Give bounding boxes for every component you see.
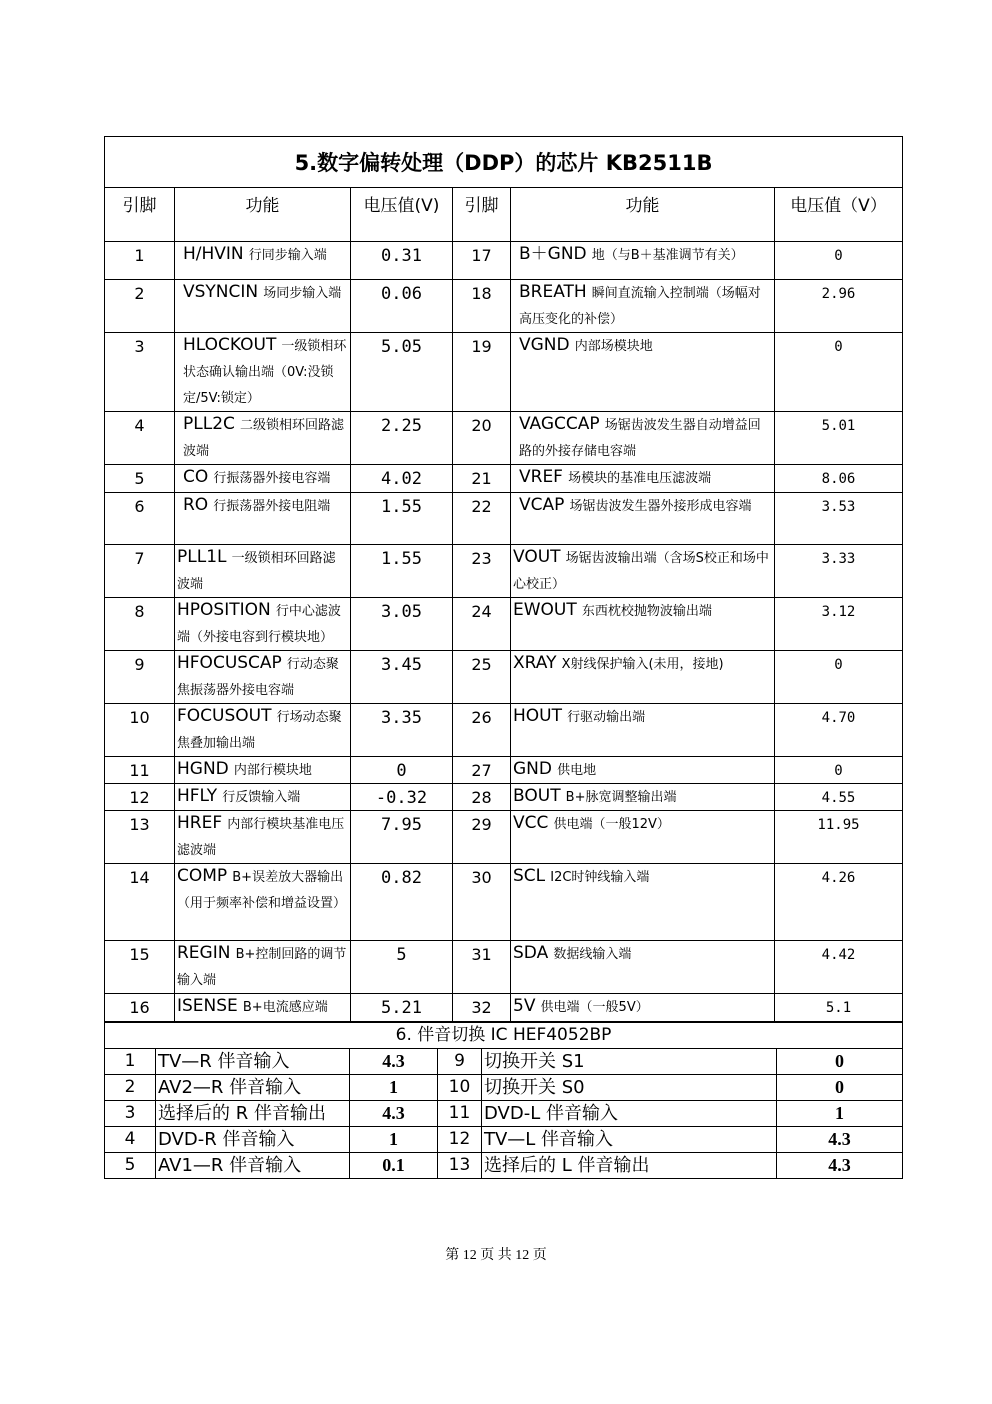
pin-function: [511, 941, 775, 994]
pin-voltage: 5.21: [351, 994, 453, 1022]
pin-number: 11: [438, 1101, 482, 1127]
page-footer: 第 12 页 共 12 页: [445, 1248, 547, 1263]
pin-voltage: 3.12: [775, 598, 903, 651]
pin-number: 14: [105, 864, 175, 941]
pin-voltage: 0: [775, 757, 903, 784]
signal-name: TV—R 伴音输入: [156, 1049, 350, 1075]
pin-voltage: 4.3: [777, 1153, 903, 1179]
pin-description: 东西枕校抛物波输出端: [581, 604, 712, 619]
pin-code: FOCUSOUT: [177, 706, 272, 726]
table-row: [105, 1127, 903, 1153]
pin-function: [511, 994, 775, 1022]
table-row: [105, 941, 903, 994]
table-row: [105, 994, 903, 1022]
pin-code: VREF: [519, 467, 563, 487]
pin-code: RO: [183, 495, 209, 515]
pin-number: 10: [438, 1075, 482, 1101]
pin-description: B+控制回路的调节输入端: [177, 947, 347, 988]
pin-voltage: 3.35: [351, 704, 453, 757]
pin-function: [175, 864, 351, 941]
signal-name: 选择后的 R 伴音输出: [156, 1101, 350, 1127]
pin-code: SDA: [513, 943, 549, 963]
pin-code: B＋GND: [519, 244, 587, 264]
table-row: [105, 333, 903, 412]
pin-code: 5V: [513, 996, 536, 1016]
pin-number: 1: [105, 242, 175, 280]
pin-description: 数据线输入端: [553, 947, 632, 962]
table-row: [105, 598, 903, 651]
pin-function: [511, 811, 775, 864]
pin-voltage: 4.3: [350, 1101, 438, 1127]
pin-voltage: 0.1: [350, 1153, 438, 1179]
document-body: [104, 136, 902, 1179]
signal-name: AV1—R 伴音输入: [156, 1153, 350, 1179]
table-row: [105, 493, 903, 545]
pin-number: 1: [105, 1049, 156, 1075]
pin-number: 24: [453, 598, 511, 651]
pin-description: 行场动态聚焦叠加输出端: [177, 710, 342, 751]
pin-description: 行同步输入端: [248, 248, 327, 263]
pin-code: PLL1L: [177, 547, 227, 567]
pin-voltage: 4.42: [775, 941, 903, 994]
table-row: [105, 545, 903, 598]
pin-voltage: 4.02: [351, 465, 453, 493]
pin-code: HOUT: [513, 706, 562, 726]
pin-function: [175, 465, 351, 493]
pin-function: [511, 651, 775, 704]
signal-name: 选择后的 L 伴音输出: [482, 1153, 777, 1179]
pin-number: 15: [105, 941, 175, 994]
pin-code: XRAY: [513, 653, 557, 673]
pin-number: 18: [453, 280, 511, 333]
pin-number: 3: [105, 1101, 156, 1127]
table-row: [105, 1075, 903, 1101]
pin-code: VGND: [519, 335, 570, 355]
pin-description: 地（与B＋基准调节有关）: [591, 248, 744, 263]
signal-name: TV—L 伴音输入: [482, 1127, 777, 1153]
pin-function: [175, 811, 351, 864]
pin-function: [175, 941, 351, 994]
section5-title: 5.数字偏转处理（DDP）的芯片 KB2511B: [105, 137, 903, 188]
pin-description: 一级锁相环回路滤波端: [177, 551, 336, 592]
pin-code: REGIN: [177, 943, 231, 963]
pin-function: [511, 412, 775, 465]
pin-code: HFOCUSCAP: [177, 653, 282, 673]
pin-number: 4: [105, 412, 175, 465]
pin-number: 23: [453, 545, 511, 598]
pin-code: HGND: [177, 759, 229, 779]
pin-number: 4: [105, 1127, 156, 1153]
pin-voltage: 2.25: [351, 412, 453, 465]
pin-function: [175, 493, 351, 545]
pin-number: 8: [105, 598, 175, 651]
pin-number: 16: [105, 994, 175, 1022]
pin-voltage: 4.55: [775, 784, 903, 811]
pin-function: [175, 651, 351, 704]
table-row: [105, 784, 903, 811]
signal-name: 切换开关 S1: [482, 1049, 777, 1075]
table-header-row: [105, 188, 903, 242]
pin-code: VCC: [513, 813, 549, 833]
pin-number: 2: [105, 280, 175, 333]
pin-description: 场模块的基准电压滤波端: [568, 471, 712, 486]
pin-description: 行反馈输入端: [222, 790, 301, 805]
pin-number: 12: [438, 1127, 482, 1153]
pin-code: VCAP: [519, 495, 565, 515]
pin-function: [175, 545, 351, 598]
pin-number: 30: [453, 864, 511, 941]
pin-function: [511, 333, 775, 412]
table-row: [105, 412, 903, 465]
pin-voltage: 3.33: [775, 545, 903, 598]
pin-voltage: -0.32: [351, 784, 453, 811]
pin-number: 25: [453, 651, 511, 704]
pin-voltage: 0: [775, 333, 903, 412]
pin-number: 5: [105, 465, 175, 493]
pin-voltage: 2.96: [775, 280, 903, 333]
pin-function: [511, 784, 775, 811]
audio-switch-table: [104, 1022, 903, 1179]
pin-voltage: 0: [351, 757, 453, 784]
pin-voltage: 1: [777, 1101, 903, 1127]
pin-voltage: 4.3: [350, 1049, 438, 1075]
pin-description: 供电地: [557, 763, 597, 778]
pin-voltage: 0: [775, 651, 903, 704]
pin-voltage: 1.55: [351, 493, 453, 545]
pin-description: 行振荡器外接电阻端: [213, 499, 331, 514]
pin-description: B+误差放大器输出（用于频率补偿和增益设置）: [177, 870, 347, 911]
pin-voltage: 4.3: [777, 1127, 903, 1153]
pin-description: 行振荡器外接电容端: [213, 471, 331, 486]
pin-code: BREATH: [519, 282, 587, 302]
table-row: [105, 1049, 903, 1075]
pin-code: PLL2C: [183, 414, 235, 434]
pin-description: 供电端（一般12V）: [553, 817, 670, 832]
pin-code: CO: [183, 467, 209, 487]
pin-description: 行中心滤波端（外接电容到行模块地）: [177, 604, 341, 645]
pin-number: 28: [453, 784, 511, 811]
pin-voltage: 0: [777, 1049, 903, 1075]
pin-function: [511, 242, 775, 280]
pin-number: 13: [105, 811, 175, 864]
pin-voltage: 4.26: [775, 864, 903, 941]
pin-voltage: 1.55: [351, 545, 453, 598]
table-row: [105, 651, 903, 704]
pin-number: 27: [453, 757, 511, 784]
pin-number: 17: [453, 242, 511, 280]
pin-number: 32: [453, 994, 511, 1022]
pin-description: 场锯齿波发生器外接形成电容端: [569, 499, 752, 514]
ddp-chip-table: [104, 136, 903, 1022]
pin-code: HFLY: [177, 786, 218, 806]
table-row: [105, 242, 903, 280]
pin-function: [175, 757, 351, 784]
pin-voltage: 8.06: [775, 465, 903, 493]
pin-number: 5: [105, 1153, 156, 1179]
header-function-1: 功能: [175, 188, 351, 242]
pin-voltage: 5.01: [775, 412, 903, 465]
pin-voltage: 11.95: [775, 811, 903, 864]
pin-code: VSYNCIN: [183, 282, 259, 302]
pin-function: [511, 465, 775, 493]
pin-voltage: 3.53: [775, 493, 903, 545]
section6-title: 6. 伴音切换 IC HEF4052BP: [105, 1023, 903, 1049]
pin-description: 行动态聚焦振荡器外接电容端: [177, 657, 339, 698]
header-pin-2: 引脚: [453, 188, 511, 242]
pin-description: B+脉宽调整输出端: [565, 790, 677, 805]
pin-code: GND: [513, 759, 552, 779]
pin-number: 19: [453, 333, 511, 412]
pin-description: 二级锁相环回路滤波端: [183, 418, 344, 459]
pin-description: 内部场模块地: [574, 339, 653, 354]
pin-description: 场锯齿波发生器自动增益回路的外接存储电容端: [519, 418, 761, 459]
pin-description: X射线保护输入(未用，接地): [561, 657, 724, 672]
header-voltage-2: 电压值（V）: [775, 188, 903, 242]
header-pin-1: 引脚: [105, 188, 175, 242]
table-row: [105, 704, 903, 757]
signal-name: DVD-L 伴音输入: [482, 1101, 777, 1127]
pin-code: COMP: [177, 866, 228, 886]
table-row: [105, 757, 903, 784]
pin-number: 3: [105, 333, 175, 412]
signal-name: DVD-R 伴音输入: [156, 1127, 350, 1153]
pin-number: 21: [453, 465, 511, 493]
pin-code: HREF: [177, 813, 223, 833]
table-row: [105, 1101, 903, 1127]
pin-function: [175, 333, 351, 412]
table-row: [105, 465, 903, 493]
pin-number: 10: [105, 704, 175, 757]
pin-code: ISENSE: [177, 996, 238, 1016]
pin-code: VAGCCAP: [519, 414, 600, 434]
pin-number: 31: [453, 941, 511, 994]
pin-code: H/HVIN: [183, 244, 244, 264]
pin-number: 29: [453, 811, 511, 864]
pin-function: [511, 864, 775, 941]
pin-voltage: 5: [351, 941, 453, 994]
pin-voltage: 4.70: [775, 704, 903, 757]
pin-description: 供电端（一般5V）: [540, 1000, 649, 1015]
header-function-2: 功能: [511, 188, 775, 242]
pin-description: 场锯齿波输出端（含场S校正和场中心校正）: [513, 551, 769, 592]
pin-description: 行驱动输出端: [567, 710, 646, 725]
pin-number: 13: [438, 1153, 482, 1179]
pin-function: [511, 545, 775, 598]
pin-function: [175, 280, 351, 333]
pin-voltage: 0.82: [351, 864, 453, 941]
pin-description: 瞬间直流输入控制端（场幅对高压变化的补偿）: [519, 286, 761, 327]
signal-name: AV2—R 伴音输入: [156, 1075, 350, 1101]
pin-function: [511, 704, 775, 757]
pin-code: EWOUT: [513, 600, 577, 620]
pin-voltage: 0: [777, 1075, 903, 1101]
pin-voltage: 3.05: [351, 598, 453, 651]
pin-code: BOUT: [513, 786, 561, 806]
pin-number: 12: [105, 784, 175, 811]
pin-number: 7: [105, 545, 175, 598]
table-row: [105, 811, 903, 864]
pin-voltage: 1: [350, 1127, 438, 1153]
signal-name: 切换开关 S0: [482, 1075, 777, 1101]
pin-function: [511, 280, 775, 333]
pin-voltage: 5.1: [775, 994, 903, 1022]
pin-function: [175, 598, 351, 651]
pin-description: B+电流感应端: [242, 1000, 328, 1015]
pin-description: 内部行模块地: [233, 763, 312, 778]
pin-voltage: 0.31: [351, 242, 453, 280]
pin-number: 26: [453, 704, 511, 757]
pin-number: 9: [438, 1049, 482, 1075]
pin-voltage: 1: [350, 1075, 438, 1101]
header-voltage-1: 电压值(V): [351, 188, 453, 242]
pin-number: 6: [105, 493, 175, 545]
pin-function: [511, 598, 775, 651]
pin-function: [175, 784, 351, 811]
pin-function: [175, 704, 351, 757]
table-row: [105, 1153, 903, 1179]
pin-number: 9: [105, 651, 175, 704]
pin-code: HLOCKOUT: [183, 335, 277, 355]
pin-description: I2C时钟线输入端: [550, 870, 650, 885]
pin-description: 一级锁相环状态确认输出端（0V:没锁定/5V:锁定）: [183, 339, 347, 406]
pin-number: 20: [453, 412, 511, 465]
pin-voltage: 5.05: [351, 333, 453, 412]
pin-number: 22: [453, 493, 511, 545]
table-row: [105, 280, 903, 333]
pin-function: [175, 412, 351, 465]
pin-code: HPOSITION: [177, 600, 271, 620]
pin-number: 11: [105, 757, 175, 784]
pin-code: VOUT: [513, 547, 561, 567]
pin-function: [511, 757, 775, 784]
pin-description: 场同步输入端: [263, 286, 342, 301]
pin-code: SCL: [513, 866, 546, 886]
pin-voltage: 3.45: [351, 651, 453, 704]
pin-voltage: 0.06: [351, 280, 453, 333]
pin-function: [175, 242, 351, 280]
pin-description: 内部行模块基准电压滤波端: [177, 817, 345, 858]
pin-voltage: 0: [775, 242, 903, 280]
pin-function: [175, 994, 351, 1022]
table-row: [105, 864, 903, 941]
pin-voltage: 7.95: [351, 811, 453, 864]
pin-number: 2: [105, 1075, 156, 1101]
pin-function: [511, 493, 775, 545]
